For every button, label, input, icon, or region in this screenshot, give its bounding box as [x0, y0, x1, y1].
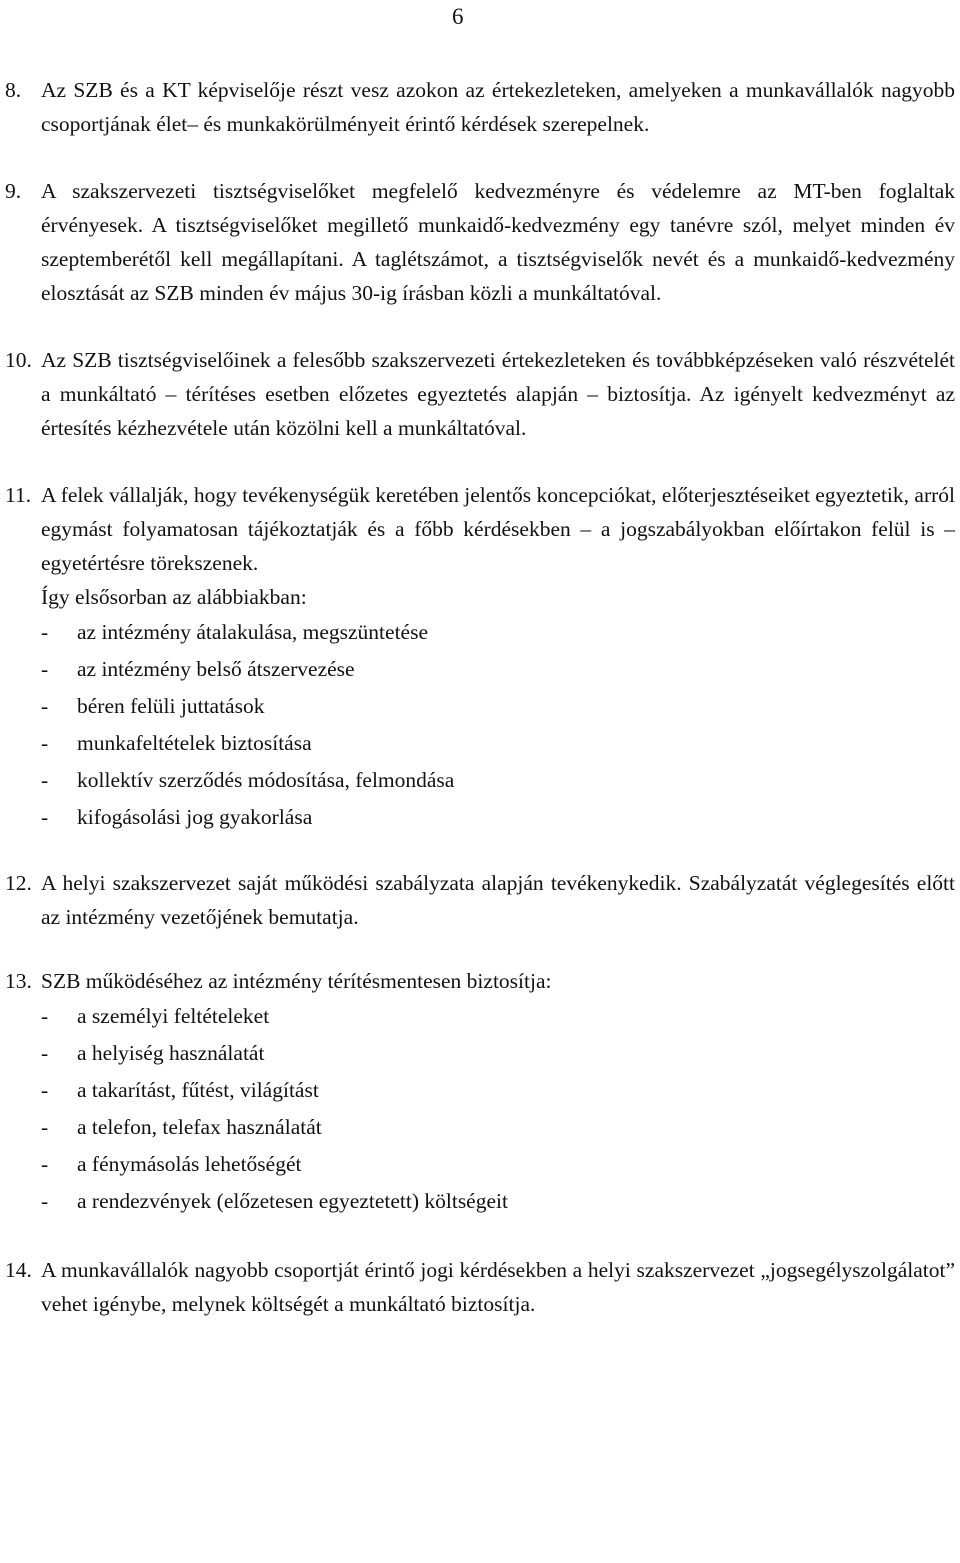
list-item-text: a rendezvények (előzetesen egyeztetett) költségeit [77, 1189, 508, 1213]
list-item-text: a takarítást, fűtést, világítást [77, 1078, 319, 1102]
list-item [41, 998, 955, 1035]
dash-bullet: - [41, 694, 49, 718]
list-item [41, 614, 955, 651]
list-item [41, 1072, 955, 1109]
section-12 [5, 866, 955, 934]
dash-bullet: - [41, 1078, 49, 1102]
dash-bullet: - [41, 1041, 49, 1065]
dash-bullet: - [41, 1152, 49, 1176]
list-item [41, 1035, 955, 1072]
list-item-text: munkafeltételek biztosítása [77, 731, 312, 755]
list-intro: Így elsősorban az alábbiakban: [41, 585, 307, 609]
section-paragraph: SZB működéséhez az intézmény térítésmentesen biztosítja: [41, 969, 552, 993]
list-item [41, 762, 955, 799]
section-number: 9. [5, 179, 22, 203]
section-paragraph: A felek vállalják, hogy tevékenységük keretében jelentős koncepciókat, előterjesztéseiket egyeztetik, arról egymást folyamatosan tájékoztatják és a főbb kérdésekben – a jogszabályokban előírtakon felül is – egyetértésre törekszenek. [41, 483, 955, 575]
list-item [41, 1183, 955, 1220]
section-paragraph: A szakszervezeti tisztségviselőket megfelelő kedvezményre és védelemre az MT-ben foglaltak érvényesek. A tisztségviselőket megillető munkaidő-kedvezmény egy tanévre szól, melyet minden év szeptemberétől kell megállapítani. A taglétszámot, a tisztségviselők nevét és a munkaidő-kedvezmény elosztását az SZB minden év május 30-ig írásban közli a munkáltatóval. [41, 179, 955, 305]
dash-bullet: - [41, 731, 49, 755]
section-paragraph: Az SZB tisztségviselőinek a felesőbb szakszervezeti értekezleteken és továbbképzéseken való részvételét a munkáltató – térítéses esetben előzetes egyeztetés alapján – biztosítja. Az igényelt kedvezményt az értesítés kézhezvétele után közölni kell a munkáltatóval. [41, 348, 955, 440]
list-item-text: a személyi feltételeket [77, 1004, 270, 1028]
list-item-text: a telefon, telefax használatát [77, 1115, 322, 1139]
section-number: 10. [5, 348, 32, 372]
list-item [41, 1146, 955, 1183]
dash-bullet: - [41, 1189, 49, 1213]
list-item-text: az intézmény belső átszervezése [77, 657, 355, 681]
section-8 [5, 73, 955, 141]
topic-list [41, 614, 955, 836]
section-number: 12. [5, 871, 32, 895]
section-number: 8. [5, 78, 22, 102]
section-11 [5, 478, 955, 836]
page-number: 6 [452, 4, 464, 29]
section-paragraph: Az SZB és a KT képviselője részt vesz azokon az értekezleteken, amelyeken a munkavállalók nagyobb csoportjának élet– és munkakörülményeit érintő kérdések szerepelnek. [41, 78, 955, 136]
dash-bullet: - [41, 657, 49, 681]
section-13 [5, 964, 955, 1220]
document-body [5, 73, 955, 1354]
dash-bullet: - [41, 1115, 49, 1139]
list-item [41, 651, 955, 688]
list-item-text: az intézmény átalakulása, megszüntetése [77, 620, 429, 644]
section-number: 13. [5, 969, 32, 993]
list-item [41, 725, 955, 762]
dash-bullet: - [41, 620, 49, 644]
list-item-text: béren felüli juttatások [77, 694, 265, 718]
dash-bullet: - [41, 805, 49, 829]
section-14 [5, 1253, 955, 1321]
section-10 [5, 343, 955, 445]
dash-bullet: - [41, 1004, 49, 1028]
list-item [41, 1109, 955, 1146]
section-paragraph: A helyi szakszervezet saját működési szabályzata alapján tevékenykedik. Szabályzatát véglegesítés előtt az intézmény vezetőjének bemutatja. [41, 871, 955, 929]
list-item-text: a fénymásolás lehetőségét [77, 1152, 302, 1176]
list-item-text: kollektív szerződés módosítása, felmondása [77, 768, 455, 792]
list-item [41, 688, 955, 725]
section-number: 14. [5, 1258, 32, 1282]
list-item-text: a helyiség használatát [77, 1041, 265, 1065]
list-item [41, 799, 955, 836]
list-item-text: kifogásolási jog gyakorlása [77, 805, 313, 829]
section-number: 11. [5, 483, 32, 507]
provision-list [41, 998, 955, 1220]
dash-bullet: - [41, 768, 49, 792]
section-9 [5, 174, 955, 310]
section-paragraph: A munkavállalók nagyobb csoportját érintő jogi kérdésekben a helyi szakszervezet „jogsegélyszolgálatot” vehet igénybe, melynek költségét a munkáltató biztosítja. [41, 1258, 955, 1316]
